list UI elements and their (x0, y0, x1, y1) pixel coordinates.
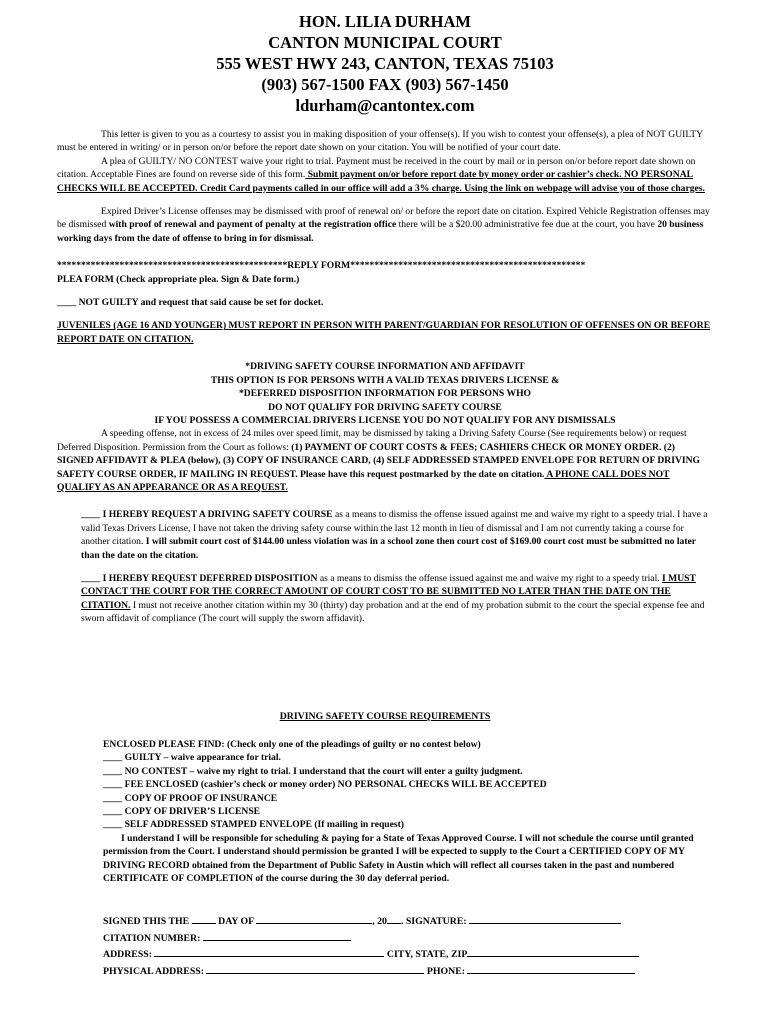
request-deferred-notice: I MUST CONTACT THE COURT FOR THE CORRECT AMOUNT OF COURT COST TO BE SUBMITTED NO LATER THAN THE DATE ON THE CITATION. (81, 572, 696, 611)
signed-this-the-label: SIGNED THIS THE (103, 916, 190, 927)
physical-address-row (103, 963, 639, 980)
year-field[interactable] (387, 913, 401, 924)
requirement-item-insurance[interactable]: ____ COPY OF PROOF OF INSURANCE (103, 792, 278, 804)
dsc-text-b: (1) PAYMENT OF COURT COSTS & FEES; CASHIERS CHECK OR MONEY ORDER. (2) SIGNED AFFIDAVIT & PLEA (below), (3) COPY OF INSURANCE CARD, (4) SELF ADDRESSED STAMPED ENVELOPE FOR RETURN OF DRIVING SAFETY COURSE ORDER, IF MAILING IN REQUEST. Please have this request postmarked by the date on citation. (57, 441, 701, 480)
court-address: 555 WEST HWY 243, CANTON, TEXAS 75103 (216, 54, 554, 73)
requirement-item-envelope[interactable]: ____ SELF ADDRESSED STAMPED ENVELOPE (If mailing in request) (103, 819, 404, 831)
expired-text-b: with proof of renewal and payment of penalty at the registration office (108, 219, 397, 231)
dsc-heading-2: THIS OPTION IS FOR PERSONS WITH A VALID TEXAS DRIVERS LICENSE & (210, 374, 560, 386)
court-name: CANTON MUNICIPAL COURT (268, 33, 502, 52)
requirements-section (103, 738, 715, 885)
juveniles-notice: JUVENILES (AGE 16 AND YOUNGER) MUST REPORT IN PERSON WITH PARENT/GUARDIAN FOR RESOLUTION OF OFFENSES ON OR BEFORE REPORT DATE ON CITATION. (57, 320, 711, 345)
day-of-label: DAY OF (218, 916, 254, 927)
request-deferred-label: ____ I HEREBY REQUEST DEFERRED DISPOSITION (81, 572, 318, 584)
court-email: ldurham@cantontex.com (295, 96, 475, 115)
dsc-heading-4: DO NOT QUALIFY FOR DRIVING SAFETY COURSE (268, 401, 502, 413)
requirement-item-license[interactable]: ____ COPY OF DRIVER’S LICENSE (103, 806, 261, 818)
physical-address-field[interactable] (206, 963, 424, 974)
signature-field[interactable] (469, 913, 621, 924)
day-field[interactable] (192, 913, 216, 924)
reply-form-divider: ************************************************REPLY FORM************************************************* (57, 260, 586, 272)
intro-paragraph-1: This letter is given to you as a courtesy to assist you in making disposition of your offense(s). If you wish to contest your offense(s), a plea of NOT GUILTY must be entered in writing/ or in person on/or before the report date shown on your citation. You will be notified of your court date. (57, 129, 703, 154)
year-prefix-label: , 20 (372, 916, 387, 927)
letter-body (57, 128, 713, 626)
expired-text-a: Expired Driver’s License offenses may be dismissed with proof of renewal on/ or before the report date on citation. Expired Vehicle Registration offenses may be dismissed (57, 206, 710, 231)
court-header (0, 0, 770, 116)
city-state-zip-label: CITY, STATE, ZIP (386, 949, 468, 960)
expired-text-c: there will be a $20.00 administrative fee due at the court, you have (396, 219, 658, 231)
address-row (103, 946, 639, 963)
request-deferred-text: as a means to dismiss the offense issued against me and waive my right to a speedy trial. (317, 572, 663, 584)
request-deferred-probation: I must not receive another citation within my 30 (thirty) day probation and at the end of my probation submit to the court the special expense fee and sworn affidavit of compliance (The court will supply the sworn affidavit). (81, 599, 705, 625)
requirement-item-fee[interactable]: ____ FEE ENCLOSED (cashier’s check or money order) NO PERSONAL CHECKS WILL BE ACCEPTED (103, 779, 547, 791)
phone-label: PHONE: (426, 965, 466, 977)
request-dsc-option[interactable] (57, 508, 713, 562)
signed-row (103, 913, 639, 930)
expired-license-paragraph (57, 205, 713, 245)
request-deferred-option[interactable] (57, 572, 713, 626)
dsc-heading-5: IF YOU POSSESS A COMMERCIAL DRIVERS LICENSE YOU DO NOT QUALIFY FOR ANY DISMISSALS (154, 414, 616, 426)
signature-label: . SIGNATURE: (400, 916, 467, 927)
city-state-zip-field[interactable] (467, 946, 639, 957)
physical-address-label: PHYSICAL ADDRESS: (103, 965, 204, 977)
enclosed-heading: ENCLOSED PLEASE FIND: (Check only one of the pleadings of guilty or no contest below) (103, 739, 481, 750)
plea-form-heading: PLEA FORM (Check appropriate plea. Sign & Date form.) (57, 273, 300, 285)
dsc-text-a: A speeding offense, not in excess of 24 miles over speed limit, may be dismissed by taking a Driving Safety Course (See requirements below) or request Deferred Disposition. Permission from the Court as follows: (57, 428, 687, 453)
expired-text-d: 20 business working days from the date of offense to bring in for dismissal. (57, 219, 704, 244)
signature-block (103, 913, 639, 979)
request-dsc-text: as a means to dismiss the offense issued against me and waive my right to a speedy trial. I have a valid Texas Drivers License, I have not taken the driving safety course within the last 12 month in lieu of dismissal and I am not currently taking a course for another citation. (81, 509, 708, 548)
not-guilty-option: ____ NOT GUILTY and request that said cause be set for docket. (57, 297, 324, 309)
dsc-heading-3: *DEFERRED DISPOSITION INFORMATION FOR PERSONS WHO (238, 388, 532, 400)
dsc-text-c: A PHONE CALL DOES NOT QUALIFY AS AN APPEARANCE OR AS A REQUEST. (57, 468, 670, 493)
request-dsc-label: ____ I HEREBY REQUEST A DRIVING SAFETY COURSE (81, 509, 333, 521)
citation-number-label: CITATION NUMBER: (103, 932, 201, 944)
judge-name: HON. LILIA DURHAM (299, 12, 471, 31)
month-field[interactable] (256, 913, 372, 924)
citation-row (103, 930, 639, 947)
dsc-paragraph (57, 427, 713, 494)
phone-field[interactable] (467, 963, 635, 974)
address-field[interactable] (154, 946, 384, 957)
plea-waiver-text: A plea of GUILTY/ NO CONTEST waive your right to trial. Payment must be received in the court by mail or in person on/or before report date shown on citation. Acceptable Fines are found on reverse side of this form. (57, 155, 696, 181)
request-dsc-cost: I will submit court cost of $144.00 unless violation was in a school zone then court cost of $169.00 court cost must be submitted no later than the date on the citation. (81, 536, 696, 561)
requirement-item-no-contest[interactable]: ____ NO CONTEST – waive my right to trial. I understand that the court will enter a guilty judgment. (103, 765, 523, 777)
payment-instructions: Submit payment on/or before report date by money order or cashier’s check. NO PERSONAL CHECKS WILL BE ACCEPTED. Credit Card payments called in our office will add a 3% charge. Using the link on webpage will advise you of those charges. (57, 169, 705, 194)
understanding-statement: I understand I will be responsible for scheduling & paying for a State of Texas Approved Course. I will not schedule the course until granted permission from the Court. I understand should permission be granted I will be expected to supply to the Court a CERTIFIED COPY OF MY DRIVING RECORD obtained from the Department of Public Safety in Austin which will reflect all courses taken in the past and numbered CERTIFICATE OF COMPLETION of the course during the 30 day deferral period. (103, 832, 694, 885)
court-phone-fax: (903) 567-1500 FAX (903) 567-1450 (261, 75, 509, 94)
dsc-headings (57, 360, 713, 427)
dsc-heading-1: *DRIVING SAFETY COURSE INFORMATION AND AFFIDAVIT (245, 361, 525, 373)
address-label: ADDRESS: (103, 949, 152, 960)
requirement-item-guilty[interactable]: ____ GUILTY – waive appearance for trial. (103, 752, 281, 764)
citation-number-field[interactable] (203, 930, 351, 941)
intro-paragraph-2 (57, 155, 713, 195)
requirements-title: DRIVING SAFETY COURSE REQUIREMENTS (279, 711, 491, 722)
